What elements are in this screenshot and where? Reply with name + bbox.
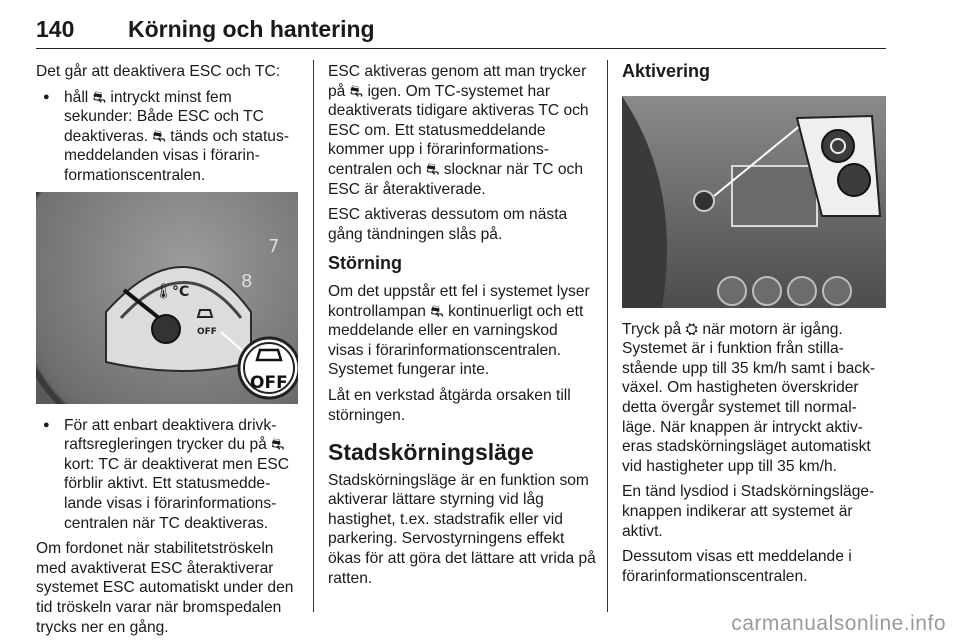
bullet-item: ● För att enbart deaktivera drivk-raftsregleringen trycker du på ⛐ kort: TC är deaktiverat men ESC förblir aktivt. Ett statusmedde-lande visas i förarinformations-centralen när TC deaktiveras. (36, 416, 301, 534)
paragraph: Om fordonet när stabilitetströskeln med avaktiverat ESC återaktiverar systemet ESC automatiskt under den tid tröskeln varar när bromspedalen trycks ner en gång. (36, 540, 294, 636)
paragraph: ESC aktiveras genom att man trycker på ⛐ igen. Om TC-systemet har deaktiverats tidigare aktiveras TC och ESC om. Ett statusmeddelande kommer upp i förarinformations-centralen och ⛐ slocknar när TC och ESC är återaktiverade. (328, 63, 589, 198)
svg-text:OFF: OFF (197, 326, 217, 337)
intro-text: Det går att deaktivera ESC och TC: (36, 63, 281, 80)
bullet-list-1 (36, 88, 301, 186)
section-heading-city-mode: Stadskörningsläge (328, 439, 534, 466)
bullet-item: ● håll ⛐ intryckt minst fem sekunder: Både ESC och TC deaktiveras. ⛐ tänds och status-meddelanden visas i förarin-formationscentralen. (36, 88, 301, 186)
page-number: 140 (36, 16, 75, 42)
column-divider-1 (313, 60, 314, 612)
page-title: Körning och hantering (128, 16, 375, 42)
paragraph: Stadskörningsläge är en funktion som aktiverar lättare styrning vid låg hastighet, t.ex. stadstrafik eller vid parkering. Servostyrningens effekt ökas för att göra det lättare att vrida på ratten. (328, 471, 596, 587)
column-3 (622, 62, 886, 592)
instrument-cluster-figure (36, 192, 298, 404)
off-label: OFF (250, 372, 288, 393)
paragraph: ESC aktiveras dessutom om nästa gång tändningen slås på. (328, 206, 568, 243)
temp-unit-label: °C (172, 283, 190, 300)
watermark: carmanualsonline.info (731, 612, 946, 635)
paragraph: Om det uppstår ett fel i systemet lyser kontrollampan ⛐ kontinuerligt och ett meddelande eller en varningskod visas i förarinformationscentralen. Systemet fungerar inte. (328, 282, 590, 379)
paragraph: Tryck på ⛭ när motorn är igång. Systemet är i funktion från stilla-stående upp till 35 km/h samt i back-växel. Om hastigheten överskrider detta övergår systemet till normal-läge. När knappen är intryckt aktiv-eras stadskörningsläget automatiskt vid hastigheter upp till 35 km/h. (622, 320, 876, 475)
svg-text:🌡: 🌡 (154, 281, 174, 300)
dashboard-figure (622, 96, 886, 308)
column-1 (36, 62, 301, 643)
section-heading-activation: Aktivering (622, 61, 711, 81)
column-2 (328, 62, 596, 594)
column-divider-2 (607, 60, 608, 612)
svg-text:8: 8 (241, 270, 253, 292)
section-heading-fault: Störning (328, 253, 402, 274)
paragraph: Låt en verkstad åtgärda orsaken till störningen. (328, 386, 571, 424)
bullet-list-2 (36, 416, 301, 534)
paragraph: Dessutom visas ett meddelande i förarinformationscentralen. (622, 548, 852, 585)
page-header (36, 14, 886, 49)
paragraph: En tänd lysdiod i Stadskörningsläge-knappen indikerar att systemet är aktivt. (622, 483, 875, 540)
svg-text:7: 7 (268, 235, 280, 257)
